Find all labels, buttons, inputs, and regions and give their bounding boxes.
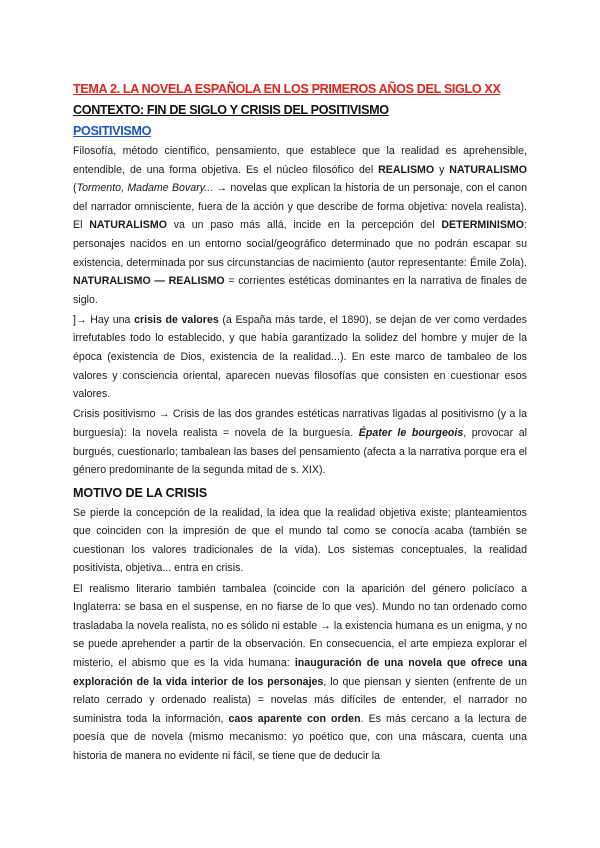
text-run: , lo que piensan y sienten (enfrente de un relato cerrado y ordenado realista) = novelas más difíciles de entender, el narrador no suministra toda la información,	[73, 675, 527, 725]
paragraph-realismo-literario	[73, 580, 527, 766]
positivismo-heading: POSITIVISMO	[73, 124, 152, 138]
bold-term: caos aparente con orden	[228, 712, 361, 725]
document-title: TEMA 2. LA NOVELA ESPAÑOLA EN LOS PRIMEROS AÑOS DEL SIGLO XX	[73, 82, 501, 96]
bold-term: inauguración de una novela que ofrece una exploración de la vida interior de los personajes	[73, 656, 527, 688]
text-run: , provocar al burgués, cuestionarlo; tambalean las bases del pensamiento (afecta a la narrativa porque era el género predominante de la segunda mitad de s. XIX).	[73, 426, 527, 477]
paragraph-crisis-valores	[73, 311, 527, 404]
italic-titles: Tormento, Madame Bovary...	[76, 182, 214, 195]
text-run: Crisis positivismo → Crisis de las dos grandes estéticas narrativas ligadas al positivismo (y a la burguesía): la novela realista = novela de la burguesía.	[73, 408, 527, 439]
text-run: (a España más tarde, el 1890), se dejan de ver como verdades irrefutables todo lo establecido, y que había garantizado la solidez del hombre y mujer de la época (existencia de Dios, existencia de la realidad...). En este marco de tambaleo de los valores y consciencia oriental, aparecen nuevas filosofías que consisten en cuestionar esos valores.	[73, 313, 527, 401]
paragraph-crisis-positivismo	[73, 405, 527, 479]
text-run: . Es más cercano a la lectura de poesía que de novela (mismo mecanismo: yo poético que, con una máscara, cuenta una historia de manera no evidente ni fácil, se tiene que de deducir la	[73, 712, 527, 762]
paragraph-motivo	[73, 504, 527, 578]
text-run: = corrientes estéticas dominantes en la narrativa de finales de siglo.	[73, 275, 527, 306]
text-run: (	[73, 182, 77, 195]
context-heading: CONTEXTO: FIN DE SIGLO Y CRISIS DEL POSITIVISMO	[73, 103, 389, 117]
paragraph-positivismo	[73, 142, 527, 309]
bold-term: REALISMO	[378, 163, 435, 176]
text-run: ]→ Hay una	[73, 313, 135, 326]
text-run: Se pierde la concepción de la realidad, la idea que la realidad objetiva existe; planteamientos que coinciden con la impresión de que el mundo tal como se conocía acaba (también se cuestionan los valores tradicionales de la vida). Los sistemas conceptuales, la realidad positivista, objetiva... entra en crisis.	[73, 506, 527, 575]
document-body	[73, 80, 527, 767]
bold-italic-phrase: Épater le bourgeois	[358, 426, 464, 439]
bold-term: NATURALISMO — REALISMO	[73, 275, 225, 288]
bold-term: crisis de valores	[134, 313, 219, 326]
bold-term: NATURALISMO	[449, 163, 527, 176]
text-run: : personajes nacidos en un entorno social/geográfico determinado que no podrán escapar su existencia, determinada por sus circunstancias de nacimiento (autor representante: Émile Zola).	[73, 219, 527, 269]
bold-term: NATURALISMO	[89, 219, 167, 232]
text-run: va un paso más allá, incide en la percepción del	[166, 219, 442, 232]
text-run: Filosofía, método científico, pensamiento, que establece que la realidad es aprehensible, entendible, de una forma objetiva. Es el núcleo filosófico del	[73, 145, 527, 176]
bold-term: DETERMINISMO	[441, 219, 525, 232]
text-run: El realismo literario también tambalea (coincide con la aparición del género policíaco a Inglaterra: se basa en el suspense, en no fiarse de lo que ves). Mundo no tan ordenado como trasladaba la novela realista, no es sólido ni estable → la existencia humana es un enigma, y no se puede aprehender a partir de la observación. En consecuencia, el arte empieza explorar el misterio, el abismo que es la vida humana:	[73, 582, 527, 669]
motivo-heading: MOTIVO DE LA CRISIS	[73, 485, 208, 500]
text-run: → novelas que explican la historia de un personaje, con el canon del narrador omnisciente, fuera de la acción y que describe de forma objetiva: novela realista). El	[73, 182, 527, 232]
text-run: y	[434, 163, 450, 176]
